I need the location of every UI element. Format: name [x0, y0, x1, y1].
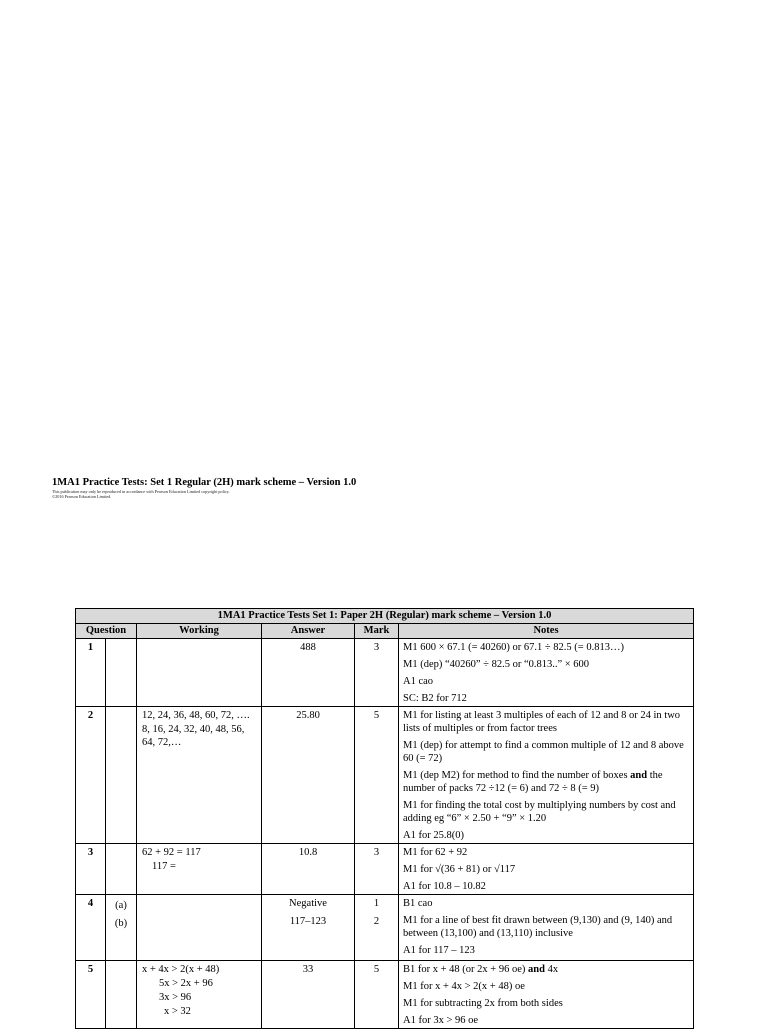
notes-cell — [399, 844, 694, 895]
answer-cell — [262, 961, 355, 1029]
header-mark: Mark — [355, 624, 399, 639]
mark-value: 5 — [373, 964, 380, 975]
mark-value: 3 — [373, 847, 380, 858]
working-line: 5x > 2x + 96 — [159, 978, 213, 989]
question-part — [106, 707, 137, 844]
note-line: M1 for 62 + 92 — [403, 847, 468, 858]
table-row — [76, 895, 694, 961]
notes-cell — [399, 895, 694, 961]
document-header — [52, 476, 652, 499]
note-line: M1 (dep) for attempt to find a common multiple of 12 and 8 above 60 (= 72) — [403, 740, 684, 764]
note-line: M1 for subtracting 2x from both sides — [403, 998, 563, 1009]
note-line: B1 cao — [403, 898, 433, 909]
question-part — [106, 961, 137, 1029]
note-line: A1 cao — [403, 676, 434, 687]
note-line: A1 for 10.8 – 10.82 — [403, 881, 486, 892]
notes-cell — [399, 961, 694, 1029]
working-line: 8, 16, 24, 32, 40, 48, 56, 64, 72,… — [142, 724, 245, 748]
header-working: Working — [137, 624, 262, 639]
header-notes: Notes — [399, 624, 694, 639]
header-question: Question — [76, 624, 137, 639]
notes-cell — [399, 707, 694, 844]
question-number: 2 — [76, 707, 106, 844]
mark-cell — [355, 844, 399, 895]
working-line: x > 32 — [164, 1006, 191, 1017]
table-row — [76, 707, 694, 844]
working-cell — [137, 639, 262, 707]
working-line: 62 + 92 = 117 — [142, 847, 201, 858]
mark-cell — [355, 639, 399, 707]
mark-cell — [355, 895, 399, 961]
table-row — [76, 639, 694, 707]
note-line: M1 for finding the total cost by multiplying numbers by cost and adding eg “6” × 2.50 + “9” × 1.20 — [403, 800, 676, 824]
answer-cell — [262, 707, 355, 844]
note-line: M1 for listing at least 3 multiples of each of 12 and 8 or 24 in two lists of multiples or from factor trees — [403, 710, 681, 734]
answer-cell — [262, 895, 355, 961]
note-line: B1 for x + 48 (or 2x + 96 oe) and 4x — [403, 964, 559, 975]
note-line: A1 for 25.8(0) — [403, 830, 464, 841]
mark-cell — [355, 707, 399, 844]
note-line: M1 (dep M2) for method to find the number of boxes and the number of packs 72 ÷12 (= 6) and 72 ÷ 8 (= 9) — [403, 770, 663, 794]
answer-value: 33 — [302, 964, 314, 975]
working-cell — [137, 707, 262, 844]
working-line: 3x > 96 — [159, 992, 192, 1003]
note-line: M1 (dep) “40260” ÷ 82.5 or “0.813..” × 600 — [403, 659, 590, 670]
copyright-notice: This publication may only be reproduced in accordance with Pearson Education Limited copyright policy. — [52, 489, 230, 494]
answer-cell — [262, 639, 355, 707]
working-cell — [137, 895, 262, 961]
working-line: x + 4x > 2(x + 48) — [142, 964, 220, 975]
working-cell — [137, 844, 262, 895]
mark-scheme-table — [75, 608, 694, 1029]
answer-value: 10.8 — [298, 847, 318, 858]
header-answer: Answer — [262, 624, 355, 639]
table-title-row — [76, 609, 694, 624]
question-parts — [106, 895, 137, 961]
working-line: 117 = — [152, 861, 176, 872]
note-line: M1 for √(36 + 81) or √117 — [403, 864, 516, 875]
question-number: 4 — [76, 895, 106, 961]
mark-value: 2 — [373, 916, 380, 927]
question-part: (b) — [114, 918, 128, 929]
answer-value: Negative — [289, 898, 327, 909]
table-row — [76, 844, 694, 895]
mark-value: 5 — [373, 710, 380, 721]
note-line: SC: B2 for 712 — [403, 693, 467, 704]
table-header-row — [76, 624, 694, 639]
note-line: A1 for 3x > 96 oe — [403, 1015, 479, 1026]
mark-value: 1 — [373, 898, 380, 909]
question-part — [106, 639, 137, 707]
question-part: (a) — [115, 900, 127, 911]
document-title: 1MA1 Practice Tests: Set 1 Regular (2H) mark scheme – Version 1.0 — [52, 477, 357, 488]
question-number: 5 — [76, 961, 106, 1029]
working-cell — [137, 961, 262, 1029]
answer-cell — [262, 844, 355, 895]
answer-value: 25.80 — [296, 710, 320, 721]
mark-cell — [355, 961, 399, 1029]
mark-value: 3 — [373, 642, 380, 653]
note-line: A1 for 117 – 123 — [403, 945, 475, 956]
question-number: 1 — [76, 639, 106, 707]
question-number: 3 — [76, 844, 106, 895]
note-line: M1 for x + 4x > 2(x + 48) oe — [403, 981, 525, 992]
table-row — [76, 961, 694, 1029]
note-line: M1 600 × 67.1 (= 40260) or 67.1 ÷ 82.5 (= 0.813…) — [403, 642, 624, 653]
answer-value: 488 — [300, 642, 316, 653]
copyright-line: ©2016 Pearson Education Limited. — [52, 494, 112, 499]
working-line: 12, 24, 36, 48, 60, 72, …. — [142, 710, 250, 721]
table-title: 1MA1 Practice Tests Set 1: Paper 2H (Regular) mark scheme – Version 1.0 — [76, 609, 694, 624]
question-part — [106, 844, 137, 895]
answer-value: 117–123 — [289, 916, 327, 927]
note-line: M1 for a line of best fit drawn between (9,130) and (9, 140) and between (13,100) and (13,110) inclusive — [403, 915, 673, 939]
notes-cell — [399, 639, 694, 707]
